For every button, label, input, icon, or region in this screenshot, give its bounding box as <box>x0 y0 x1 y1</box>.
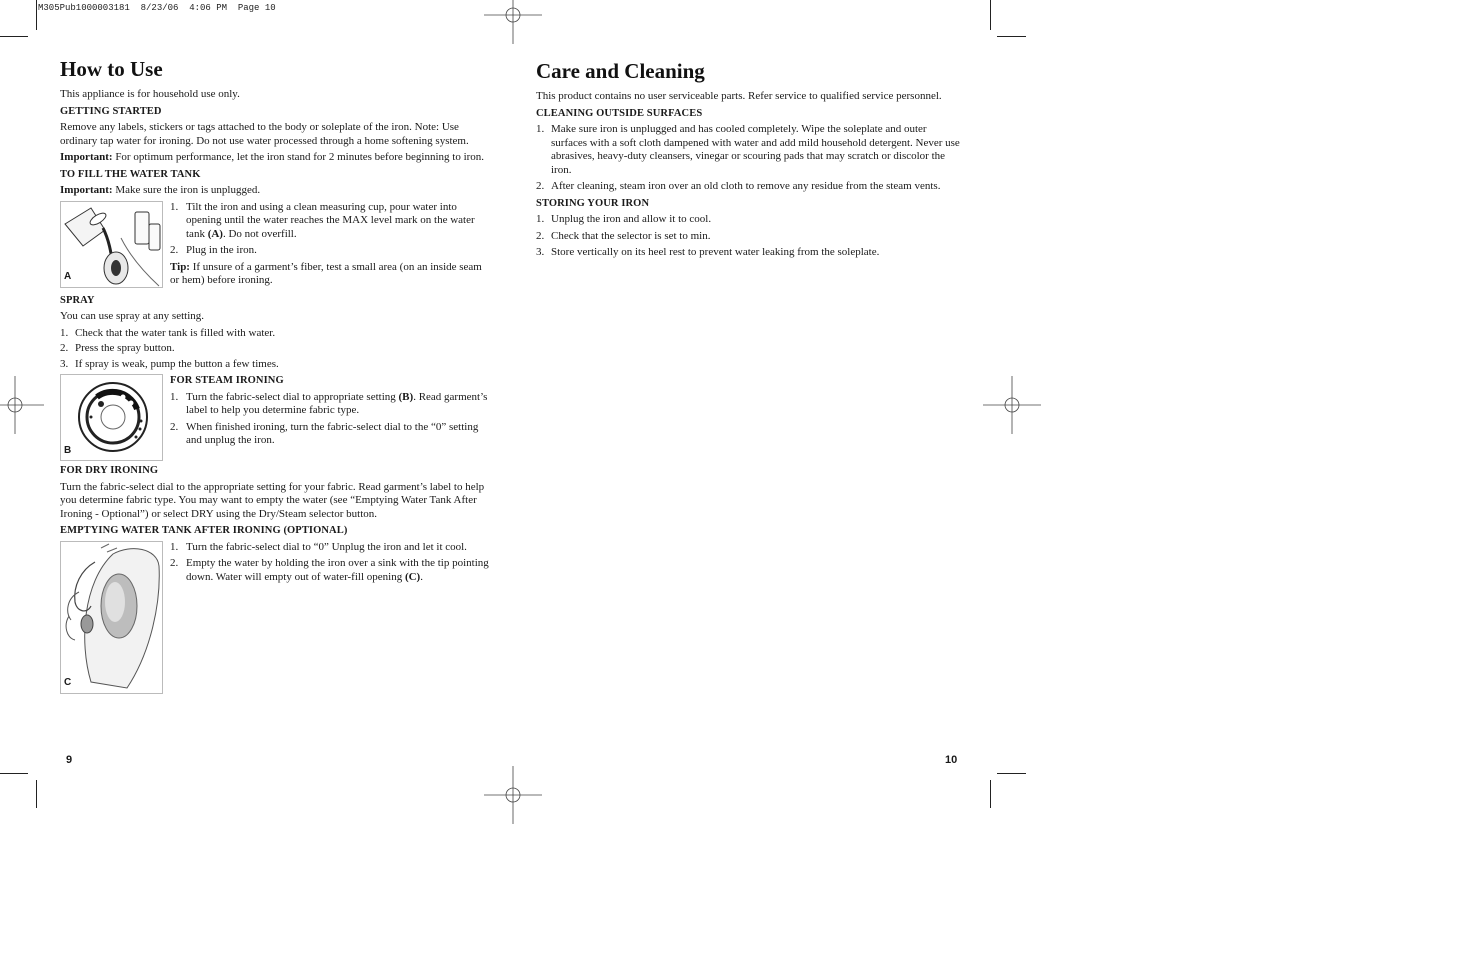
fill-tank-section <box>60 201 490 291</box>
steam-steps <box>170 374 490 451</box>
page-number-left: 9 <box>66 754 73 766</box>
crop-mark <box>997 36 1026 37</box>
dry-ironing-text: Turn the fabric-select dial to the appropriate setting for your fabric. Read garment’s label to help you determine fabric type. You may want to empty the water (see “Emptying Water Tank After Ironing - Optional”) or select DRY using the Dry/Steam selector button. <box>60 480 485 520</box>
heading-steam-ironing: FOR STEAM IRONING <box>170 375 284 386</box>
figure-label: A <box>64 271 72 282</box>
cleaning-steps <box>536 123 962 194</box>
list-item: 2. When finished ironing, turn the fabric-select dial to the “0” setting and unplug the iron. <box>170 420 479 446</box>
figure-a <box>60 201 163 288</box>
heading-emptying-water-tank: EMPTYING WATER TANK AFTER IRONING (OPTIONAL) <box>60 525 348 536</box>
tip-label: Tip: <box>170 260 190 273</box>
empty-tank-section <box>60 541 490 694</box>
figure-label: B <box>64 444 72 456</box>
heading-cleaning-outside-surfaces: CLEANING OUTSIDE SURFACES <box>536 107 703 119</box>
fill-tank-steps <box>170 201 490 291</box>
important-note <box>60 151 490 165</box>
storing-steps <box>536 213 962 260</box>
crop-mark <box>36 780 37 808</box>
tip-note <box>170 261 490 288</box>
important-text: For optimum performance, let the iron stand for 2 minutes before beginning to iron. <box>112 151 485 163</box>
tip-text: If unsure of a garment’s fiber, test a small area (on an inside seam or hem) before ironing. <box>170 260 482 286</box>
heading-storing-your-iron: STORING YOUR IRON <box>536 197 650 209</box>
left-page <box>60 56 490 697</box>
crop-mark <box>0 773 28 774</box>
steam-section <box>60 374 490 461</box>
registration-mark-icon <box>484 0 542 44</box>
list-item: 1. Make sure iron is unplugged and has cooled completely. Wipe the soleplate and outer surfaces with a soft cloth dampened with water and add mild household detergent. Never use abrasives, heavy-duty cleansers, vinegar or scouring pads that may scratch or discolor the iron. <box>536 123 960 176</box>
list-item: 1. Turn the fabric-select dial to “0” Unplug the iron and let it cool. <box>170 540 467 553</box>
page-title-care-and-cleaning: Care and Cleaning <box>536 59 705 83</box>
list-item: 2. Check that the selector is set to min. <box>536 229 711 242</box>
registration-mark-icon <box>983 376 1041 434</box>
list-item: 3. If spray is weak, pump the button a few times. <box>60 357 279 370</box>
list-item: 1. Unplug the iron and allow it to cool. <box>536 213 712 225</box>
list-item: 2. Empty the water by holding the iron over a sink with the tip pointing down. Water will empty out of water-fill opening (C). <box>170 557 489 583</box>
crop-mark <box>990 780 991 808</box>
list-item: 2. Plug in the iron. <box>170 244 257 256</box>
intro-text: This product contains no user serviceable parts. Refer service to qualified service personnel. <box>536 90 942 102</box>
registration-mark-icon <box>0 376 44 434</box>
fabric-dial-icon <box>61 375 162 460</box>
important-label: Important: <box>60 184 113 196</box>
heading-fill-water-tank: TO FILL THE WATER TANK <box>60 168 201 180</box>
list-item: 2. Press the spray button. <box>60 342 175 354</box>
heading-getting-started: GETTING STARTED <box>60 105 162 117</box>
pouring-cup-icon <box>61 202 162 287</box>
figure-c <box>60 541 163 694</box>
crop-mark <box>36 0 37 30</box>
list-item: 3. Store vertically on its heel rest to prevent water leaking from the soleplate. <box>536 246 880 258</box>
list-item: 1. Check that the water tank is filled with water. <box>60 326 276 339</box>
important-text: Make sure the iron is unplugged. <box>112 184 261 196</box>
heading-spray: SPRAY <box>60 294 95 306</box>
right-page <box>536 56 962 263</box>
figure-b <box>60 374 163 461</box>
figure-label: C <box>64 677 72 688</box>
crop-mark <box>0 36 28 37</box>
list-item: 2. After cleaning, steam iron over an old cloth to remove any residue from the steam vents. <box>536 180 941 192</box>
registration-mark-icon <box>484 766 542 824</box>
iron-emptying-icon <box>61 542 162 693</box>
heading-dry-ironing: FOR DRY IRONING <box>60 465 159 476</box>
getting-started-text: Remove any labels, stickers or tags attached to the body or soleplate of the iron. Note: Use ordinary tap water for ironing. Do not use water processed through a home softening system. <box>60 121 469 147</box>
page-number-right: 10 <box>945 754 958 766</box>
spray-intro: You can use spray at any setting. <box>60 310 204 322</box>
page-title-how-to-use: How to Use <box>60 57 163 81</box>
list-item: 1. Tilt the iron and using a clean measuring cup, pour water into opening until the water reaches the MAX level mark on the water tank (A). Do not overfill. <box>170 200 475 240</box>
intro-text: This appliance is for household use only. <box>60 88 240 100</box>
important-label: Important: <box>60 151 113 163</box>
list-item: 1. Turn the fabric-select dial to appropriate setting (B). Read garment’s label to help you determine fabric type. <box>170 390 488 416</box>
crop-mark <box>990 0 991 30</box>
printer-slug: M305Pub1000003181 8/23/06 4:06 PM Page 10 <box>38 3 276 13</box>
empty-tank-steps <box>170 541 490 588</box>
spray-steps <box>60 327 490 372</box>
crop-mark <box>997 773 1026 774</box>
important-note <box>60 184 490 198</box>
